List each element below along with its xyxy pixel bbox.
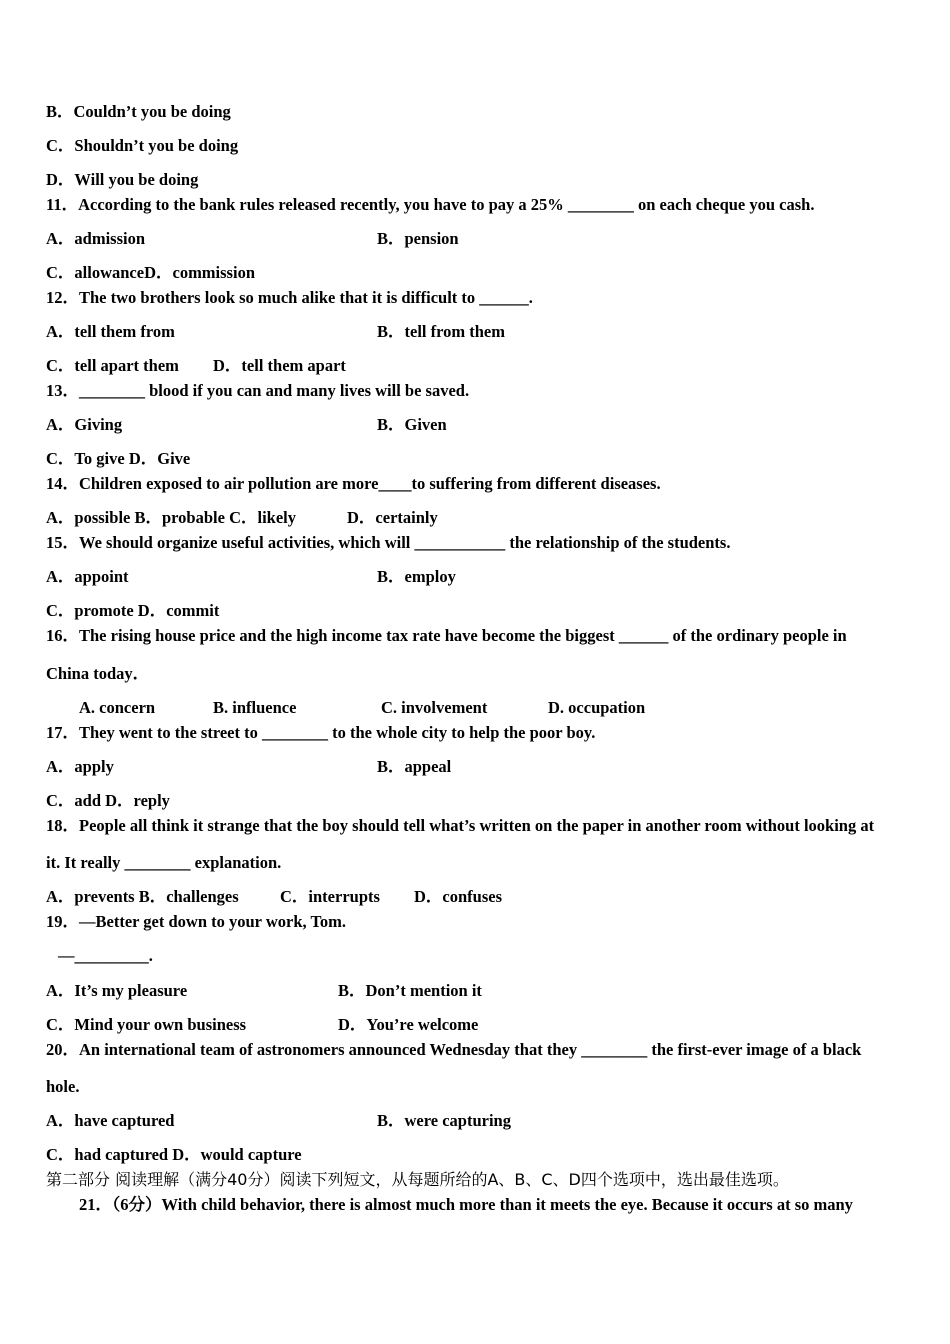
section-heading-part2: 第二部分 阅读理解（满分40分）阅读下列短文，从每题所给的A、B、C、D四个选项中，选出最佳选项。 xyxy=(46,1170,789,1189)
question-11: 11．According to the bank rules released recently, you have to pay a 25% ________ on each cheque you cash. xyxy=(46,195,815,214)
question-18: 18．People all think it strange that the boy should tell what’s written on the paper in another room without looking at xyxy=(46,816,875,835)
option-18d: D．confuses xyxy=(414,887,503,906)
option-11cd: C．allowanceD．commission xyxy=(46,263,255,282)
option-13b: B．Given xyxy=(377,415,447,434)
option-14abc: A．possible B．probable C．likely xyxy=(46,508,296,527)
question-16: 16．The rising house price and the high income tax rate have become the biggest ______ of the ordinary people in xyxy=(46,626,847,645)
question-21: 21．（6分）With child behavior, there is almost much more than it meets the eye. Because it occurs at so many xyxy=(79,1195,853,1214)
question-12: 12．The two brothers look so much alike that it is difficult to ______. xyxy=(46,288,533,307)
option-12c: C．tell apart them xyxy=(46,356,179,375)
question-20-cont: hole. xyxy=(46,1077,80,1096)
option-17a: A．apply xyxy=(46,757,114,776)
question-17: 17．They went to the street to ________ to the whole city to help the poor boy. xyxy=(46,723,596,742)
option-19c: C．Mind your own business xyxy=(46,1015,247,1034)
option-12b: B．tell from them xyxy=(377,322,505,341)
option-16c: C. involvement xyxy=(381,698,488,717)
question-16-cont: China today． xyxy=(46,664,150,683)
option-15b: B．employ xyxy=(377,567,456,586)
option-17b: B．appeal xyxy=(377,757,452,776)
question-19: 19．—Better get down to your work, Tom. xyxy=(46,912,347,931)
option-19a: A．It’s my pleasure xyxy=(46,981,188,1000)
option-12a: A．tell them from xyxy=(46,322,175,341)
question-13: 13．________ blood if you can and many lives will be saved. xyxy=(46,381,470,400)
question-14: 14．Children exposed to air pollution are more____to suffering from different diseases. xyxy=(46,474,661,493)
question-15: 15．We should organize useful activities, which will ___________ the relationship of the students. xyxy=(46,533,731,552)
option-20cd: C．had captured D．would capture xyxy=(46,1145,302,1164)
option-10d: D．Will you be doing xyxy=(46,170,199,189)
option-13cd: C．To give D．Give xyxy=(46,449,191,468)
option-19b: B．Don’t mention it xyxy=(338,981,482,1000)
option-14d: D．certainly xyxy=(347,508,438,527)
option-16a: A. concern xyxy=(79,698,156,717)
option-17cd: C．add D．reply xyxy=(46,791,170,810)
question-18-cont: it. It really ________ explanation. xyxy=(46,853,282,872)
option-10c: C．Shouldn’t you be doing xyxy=(46,136,239,155)
option-11a: A．admission xyxy=(46,229,146,248)
option-13a: A．Giving xyxy=(46,415,123,434)
option-20a: A．have captured xyxy=(46,1111,175,1130)
option-10b: B．Couldn’t you be doing xyxy=(46,102,231,121)
option-16b: B. influence xyxy=(213,698,297,717)
option-11b: B．pension xyxy=(377,229,459,248)
option-15cd: C．promote D．commit xyxy=(46,601,220,620)
question-19-reply: —_________. xyxy=(58,946,153,965)
option-19d: D．You’re welcome xyxy=(338,1015,479,1034)
option-16d: D. occupation xyxy=(548,698,646,717)
option-18ab: A．prevents B．challenges xyxy=(46,887,239,906)
option-15a: A．appoint xyxy=(46,567,129,586)
option-18c: C．interrupts xyxy=(280,887,380,906)
question-20: 20．An international team of astronomers announced Wednesday that they ________ the first-ever image of a black xyxy=(46,1040,862,1059)
option-20b: B．were capturing xyxy=(377,1111,511,1130)
option-12d: D．tell them apart xyxy=(213,356,346,375)
